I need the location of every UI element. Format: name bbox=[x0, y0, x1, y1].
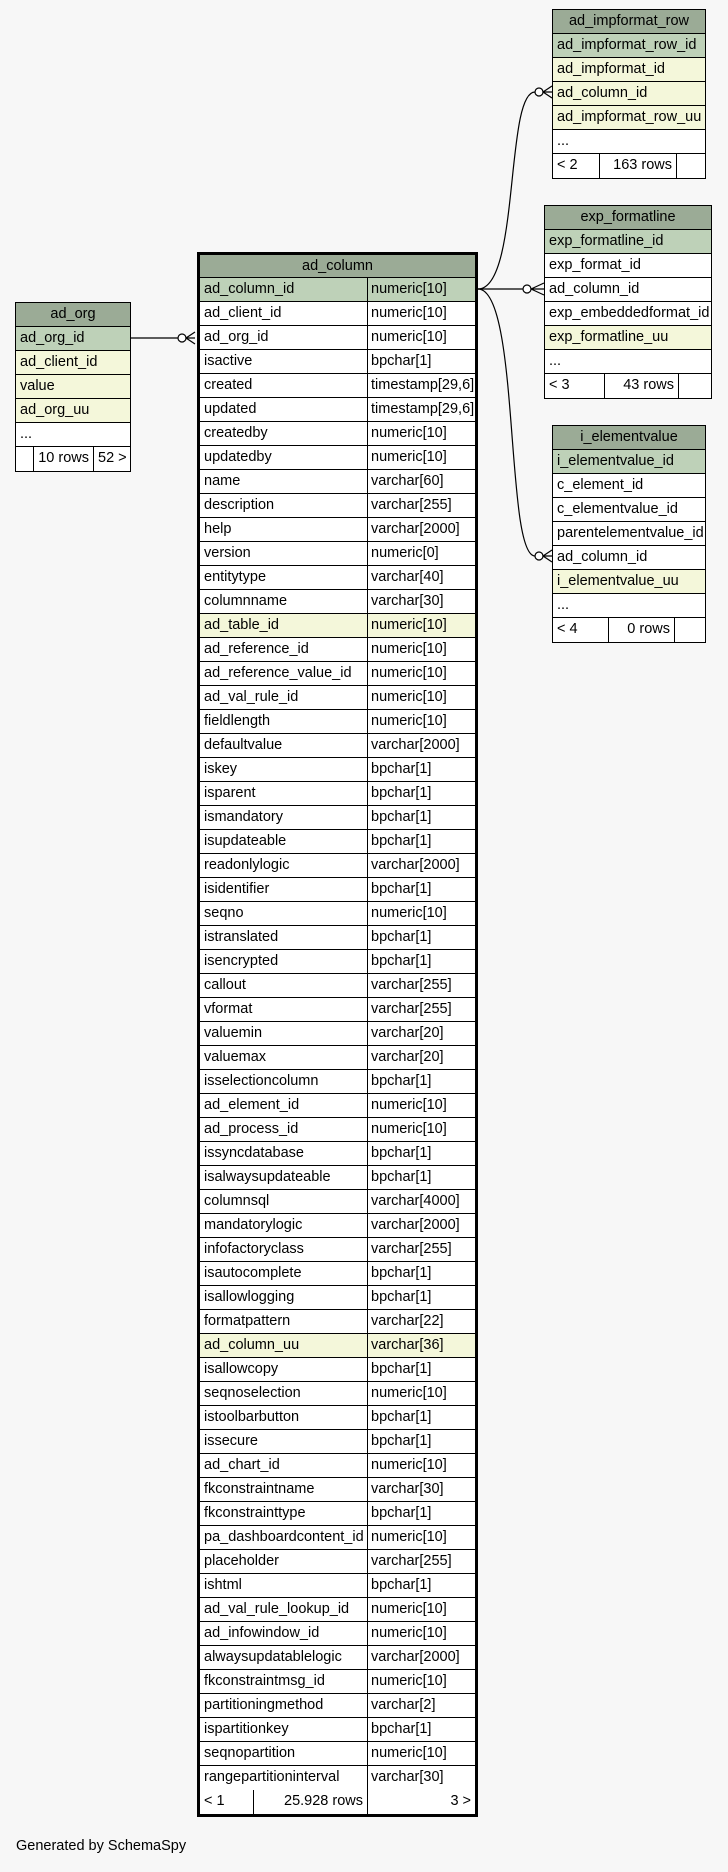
column-name: ad_reference_id bbox=[200, 638, 368, 661]
column-type: varchar[2000] bbox=[371, 737, 460, 753]
more-columns: ... bbox=[553, 594, 705, 618]
column-type: numeric[10] bbox=[371, 1457, 447, 1473]
column-row[interactable] bbox=[200, 1718, 475, 1742]
column-type: bpchar[1] bbox=[371, 809, 432, 825]
column-name: callout bbox=[200, 974, 368, 997]
column-name: istoolbarbutton bbox=[200, 1406, 368, 1429]
column-type: bpchar[1] bbox=[371, 1721, 432, 1737]
column-name: ad_org_id bbox=[200, 326, 368, 349]
table-title[interactable]: i_elementvalue bbox=[553, 426, 705, 450]
children-count[interactable]: 3 > bbox=[450, 1793, 471, 1809]
column-type: bpchar[1] bbox=[371, 953, 432, 969]
column-row[interactable] bbox=[200, 1574, 475, 1598]
children-count[interactable] bbox=[677, 154, 705, 178]
column-row[interactable] bbox=[200, 782, 475, 806]
column-row[interactable] bbox=[200, 710, 475, 734]
column-row[interactable]: ad_client_id bbox=[16, 351, 130, 375]
column-row[interactable] bbox=[200, 1310, 475, 1334]
column-type: varchar[2000] bbox=[371, 1649, 460, 1665]
column-type: bpchar[1] bbox=[371, 1577, 432, 1593]
column-type: numeric[10] bbox=[371, 641, 447, 657]
column-type: varchar[2000] bbox=[371, 521, 460, 537]
column-row[interactable] bbox=[200, 1766, 475, 1790]
column-name: ad_val_rule_id bbox=[200, 686, 368, 709]
column-row[interactable] bbox=[200, 1598, 475, 1622]
column-name: entitytype bbox=[200, 566, 368, 589]
column-row[interactable]: exp_formatline_uu bbox=[545, 326, 711, 350]
row-count: 163 rows bbox=[600, 154, 677, 178]
column-type: numeric[10] bbox=[371, 665, 447, 681]
column-type: varchar[255] bbox=[371, 1241, 452, 1257]
column-row[interactable] bbox=[200, 614, 475, 638]
column-type: bpchar[1] bbox=[371, 1289, 432, 1305]
column-name: defaultvalue bbox=[200, 734, 368, 757]
column-type: varchar[255] bbox=[371, 1001, 452, 1017]
row-count: 10 rows bbox=[34, 447, 94, 471]
column-row[interactable] bbox=[200, 398, 475, 422]
column-row[interactable]: parentelementvalue_id bbox=[553, 522, 705, 546]
column-type: numeric[10] bbox=[371, 617, 447, 633]
column-row[interactable] bbox=[200, 1622, 475, 1646]
column-type: numeric[10] bbox=[371, 1121, 447, 1137]
column-name: isalwaysupdateable bbox=[200, 1166, 368, 1189]
column-name: seqnoselection bbox=[200, 1382, 368, 1405]
column-name: issyncdatabase bbox=[200, 1142, 368, 1165]
column-row[interactable]: i_elementvalue_uu bbox=[553, 570, 705, 594]
column-name: ismandatory bbox=[200, 806, 368, 829]
link-i-elementvalue bbox=[478, 289, 535, 556]
column-name: isallowcopy bbox=[200, 1358, 368, 1381]
column-type: bpchar[1] bbox=[371, 1433, 432, 1449]
column-row[interactable] bbox=[200, 542, 475, 566]
column-name: fieldlength bbox=[200, 710, 368, 733]
column-row[interactable] bbox=[200, 1334, 475, 1358]
column-type: varchar[2000] bbox=[371, 857, 460, 873]
column-row[interactable]: ad_column_id bbox=[553, 546, 705, 570]
children-count[interactable] bbox=[679, 374, 711, 398]
column-type: numeric[10] bbox=[371, 1385, 447, 1401]
column-type: varchar[4000] bbox=[371, 1193, 460, 1209]
column-row[interactable] bbox=[200, 302, 475, 326]
table-i-elementvalue[interactable] bbox=[552, 425, 706, 643]
children-count[interactable]: 52 > bbox=[98, 450, 127, 466]
row-count: 25.928 rows bbox=[254, 1790, 368, 1814]
column-name: ad_table_id bbox=[200, 614, 368, 637]
column-name: created bbox=[200, 374, 368, 397]
column-row[interactable] bbox=[200, 662, 475, 686]
parents-count[interactable] bbox=[16, 447, 34, 471]
column-row[interactable] bbox=[200, 1694, 475, 1718]
column-type: numeric[10] bbox=[371, 713, 447, 729]
column-row[interactable] bbox=[200, 1214, 475, 1238]
table-ad-column[interactable] bbox=[197, 252, 478, 1817]
column-row[interactable] bbox=[200, 470, 475, 494]
column-type: bpchar[1] bbox=[371, 1265, 432, 1281]
column-row[interactable] bbox=[200, 374, 475, 398]
column-row[interactable] bbox=[200, 1286, 475, 1310]
column-name: seqnopartition bbox=[200, 1742, 368, 1765]
column-name: readonlylogic bbox=[200, 854, 368, 877]
column-type: numeric[10] bbox=[371, 1601, 447, 1617]
column-name: ad_val_rule_lookup_id bbox=[200, 1598, 368, 1621]
parents-count[interactable]: < 4 bbox=[553, 618, 609, 642]
column-row[interactable] bbox=[200, 926, 475, 950]
column-row[interactable] bbox=[200, 1646, 475, 1670]
parents-count[interactable]: < 2 bbox=[553, 154, 600, 178]
column-name: rangepartitioninterval bbox=[200, 1766, 368, 1790]
column-name: placeholder bbox=[200, 1550, 368, 1573]
column-type: numeric[10] bbox=[371, 281, 447, 297]
column-row[interactable]: ad_column_id bbox=[545, 278, 711, 302]
column-name: ad_infowindow_id bbox=[200, 1622, 368, 1645]
table-footer bbox=[16, 447, 130, 471]
column-row[interactable] bbox=[200, 950, 475, 974]
column-type: varchar[255] bbox=[371, 1553, 452, 1569]
column-type: numeric[10] bbox=[371, 1745, 447, 1761]
column-row[interactable]: exp_formatline_id bbox=[545, 230, 711, 254]
column-row[interactable] bbox=[200, 1238, 475, 1262]
column-name: infofactoryclass bbox=[200, 1238, 368, 1261]
column-row[interactable] bbox=[200, 1022, 475, 1046]
link-ad-impformat-row bbox=[478, 92, 535, 289]
column-type: varchar[2] bbox=[371, 1697, 436, 1713]
column-row[interactable] bbox=[200, 518, 475, 542]
column-type: timestamp[29,6] bbox=[371, 377, 475, 393]
column-name: updatedby bbox=[200, 446, 368, 469]
table-footer bbox=[200, 1790, 475, 1814]
column-type: varchar[20] bbox=[371, 1049, 444, 1065]
column-row[interactable] bbox=[200, 1430, 475, 1454]
column-type: numeric[10] bbox=[371, 425, 447, 441]
column-name: issecure bbox=[200, 1430, 368, 1453]
column-name: ad_column_uu bbox=[200, 1334, 368, 1357]
column-name: isparent bbox=[200, 782, 368, 805]
more-columns: ... bbox=[16, 423, 130, 447]
column-row[interactable] bbox=[200, 1550, 475, 1574]
column-type: bpchar[1] bbox=[371, 881, 432, 897]
column-row[interactable] bbox=[200, 758, 475, 782]
column-type: varchar[22] bbox=[371, 1313, 444, 1329]
column-name: help bbox=[200, 518, 368, 541]
column-row[interactable] bbox=[200, 446, 475, 470]
column-row[interactable] bbox=[200, 1070, 475, 1094]
column-type: numeric[10] bbox=[371, 1529, 447, 1545]
column-row[interactable] bbox=[200, 902, 475, 926]
column-name: version bbox=[200, 542, 368, 565]
generated-by-text: Generated by SchemaSpy bbox=[16, 1838, 187, 1854]
column-type: varchar[20] bbox=[371, 1025, 444, 1041]
column-type: varchar[2000] bbox=[371, 1217, 460, 1233]
column-type: varchar[60] bbox=[371, 473, 444, 489]
column-type: bpchar[1] bbox=[371, 1145, 432, 1161]
column-row[interactable]: value bbox=[16, 375, 130, 399]
table-footer bbox=[553, 618, 705, 642]
column-type: timestamp[29,6] bbox=[371, 401, 475, 417]
row-count: 0 rows bbox=[609, 618, 675, 642]
column-row[interactable] bbox=[200, 1670, 475, 1694]
table-ad-org[interactable] bbox=[15, 302, 131, 472]
column-type: numeric[10] bbox=[371, 449, 447, 465]
column-row[interactable] bbox=[200, 350, 475, 374]
column-name: valuemin bbox=[200, 1022, 368, 1045]
table-title[interactable]: ad_column bbox=[200, 255, 475, 278]
column-row[interactable] bbox=[200, 1118, 475, 1142]
column-type: varchar[36] bbox=[371, 1337, 444, 1353]
column-row[interactable] bbox=[200, 1406, 475, 1430]
column-name: description bbox=[200, 494, 368, 517]
column-row[interactable] bbox=[200, 1358, 475, 1382]
column-type: varchar[40] bbox=[371, 569, 444, 585]
column-type: numeric[10] bbox=[371, 329, 447, 345]
children-count[interactable] bbox=[675, 618, 705, 642]
column-row[interactable] bbox=[200, 974, 475, 998]
table-title[interactable]: ad_impformat_row bbox=[553, 10, 705, 34]
column-type: varchar[30] bbox=[371, 1769, 444, 1785]
column-row[interactable]: ad_org_uu bbox=[16, 399, 130, 423]
column-row[interactable] bbox=[200, 686, 475, 710]
column-name: pa_dashboardcontent_id bbox=[200, 1526, 368, 1549]
table-ad-impformat-row[interactable] bbox=[552, 9, 706, 179]
column-name: isselectioncolumn bbox=[200, 1070, 368, 1093]
column-type: numeric[10] bbox=[371, 1673, 447, 1689]
column-row[interactable] bbox=[200, 998, 475, 1022]
column-name: isencrypted bbox=[200, 950, 368, 973]
column-row[interactable] bbox=[200, 590, 475, 614]
table-footer bbox=[545, 374, 711, 398]
column-type: numeric[10] bbox=[371, 689, 447, 705]
column-type: bpchar[1] bbox=[371, 833, 432, 849]
column-row[interactable]: exp_embeddedformat_id bbox=[545, 302, 711, 326]
column-type: varchar[255] bbox=[371, 977, 452, 993]
column-name: ispartitionkey bbox=[200, 1718, 368, 1741]
column-row[interactable] bbox=[200, 1526, 475, 1550]
column-name: columnname bbox=[200, 590, 368, 613]
column-row[interactable]: ad_impformat_id bbox=[553, 58, 705, 82]
column-name: fkconstraintname bbox=[200, 1478, 368, 1501]
column-row[interactable]: i_elementvalue_id bbox=[553, 450, 705, 474]
column-row[interactable] bbox=[200, 1190, 475, 1214]
column-type: numeric[10] bbox=[371, 305, 447, 321]
table-title[interactable]: exp_formatline bbox=[545, 206, 711, 230]
column-type: varchar[30] bbox=[371, 593, 444, 609]
column-name: fkconstrainttype bbox=[200, 1502, 368, 1525]
column-row[interactable] bbox=[200, 566, 475, 590]
table-footer bbox=[553, 154, 705, 178]
column-row[interactable]: exp_format_id bbox=[545, 254, 711, 278]
column-name: updated bbox=[200, 398, 368, 421]
column-type: varchar[30] bbox=[371, 1481, 444, 1497]
column-row[interactable]: c_element_id bbox=[553, 474, 705, 498]
column-type: numeric[10] bbox=[371, 1097, 447, 1113]
column-type: bpchar[1] bbox=[371, 1073, 432, 1089]
column-type: bpchar[1] bbox=[371, 1361, 432, 1377]
column-type: bpchar[1] bbox=[371, 929, 432, 945]
column-row[interactable] bbox=[200, 638, 475, 662]
column-row[interactable] bbox=[200, 854, 475, 878]
column-name: alwaysupdatablelogic bbox=[200, 1646, 368, 1669]
column-row[interactable] bbox=[200, 1742, 475, 1766]
column-name: vformat bbox=[200, 998, 368, 1021]
column-type: bpchar[1] bbox=[371, 785, 432, 801]
column-name: ad_element_id bbox=[200, 1094, 368, 1117]
column-type: numeric[10] bbox=[371, 1625, 447, 1641]
column-row[interactable] bbox=[200, 878, 475, 902]
column-name: name bbox=[200, 470, 368, 493]
column-row[interactable] bbox=[200, 1502, 475, 1526]
column-name: columnsql bbox=[200, 1190, 368, 1213]
column-row[interactable] bbox=[200, 1478, 475, 1502]
row-count: 43 rows bbox=[605, 374, 679, 398]
column-name: ad_chart_id bbox=[200, 1454, 368, 1477]
column-name: createdby bbox=[200, 422, 368, 445]
column-row[interactable]: ad_impformat_row_id bbox=[553, 34, 705, 58]
column-name: isautocomplete bbox=[200, 1262, 368, 1285]
column-row[interactable]: ad_column_id bbox=[553, 82, 705, 106]
column-row[interactable] bbox=[200, 806, 475, 830]
column-type: bpchar[1] bbox=[371, 353, 432, 369]
column-row[interactable] bbox=[200, 830, 475, 854]
column-type: varchar[255] bbox=[371, 497, 452, 513]
column-name: ad_process_id bbox=[200, 1118, 368, 1141]
column-name: ad_client_id bbox=[200, 302, 368, 325]
column-name: ishtml bbox=[200, 1574, 368, 1597]
column-row[interactable] bbox=[200, 278, 475, 302]
column-row[interactable] bbox=[200, 1166, 475, 1190]
column-row[interactable] bbox=[200, 734, 475, 758]
column-row[interactable]: c_elementvalue_id bbox=[553, 498, 705, 522]
more-columns: ... bbox=[553, 130, 705, 154]
column-name: isallowlogging bbox=[200, 1286, 368, 1309]
column-name: istranslated bbox=[200, 926, 368, 949]
table-title[interactable]: ad_org bbox=[16, 303, 130, 327]
column-name: isactive bbox=[200, 350, 368, 373]
column-row[interactable] bbox=[200, 422, 475, 446]
column-type: numeric[0] bbox=[371, 545, 439, 561]
column-row[interactable] bbox=[200, 326, 475, 350]
column-type: bpchar[1] bbox=[371, 761, 432, 777]
table-exp-formatline[interactable] bbox=[544, 205, 712, 399]
parents-count[interactable]: < 1 bbox=[200, 1790, 254, 1814]
column-row[interactable]: ad_impformat_row_uu bbox=[553, 106, 705, 130]
column-name: seqno bbox=[200, 902, 368, 925]
column-row[interactable] bbox=[200, 494, 475, 518]
column-type: bpchar[1] bbox=[371, 1505, 432, 1521]
more-columns: ... bbox=[545, 350, 711, 374]
parents-count[interactable]: < 3 bbox=[545, 374, 605, 398]
column-name: isidentifier bbox=[200, 878, 368, 901]
column-name: fkconstraintmsg_id bbox=[200, 1670, 368, 1693]
column-row[interactable] bbox=[200, 1382, 475, 1406]
column-type: numeric[10] bbox=[371, 905, 447, 921]
column-row[interactable] bbox=[200, 1142, 475, 1166]
column-name: ad_reference_value_id bbox=[200, 662, 368, 685]
column-type: bpchar[1] bbox=[371, 1169, 432, 1185]
column-row[interactable] bbox=[200, 1046, 475, 1070]
column-row[interactable]: ad_org_id bbox=[16, 327, 130, 351]
column-name: formatpattern bbox=[200, 1310, 368, 1333]
column-name: iskey bbox=[200, 758, 368, 781]
column-name: ad_column_id bbox=[200, 278, 368, 301]
column-name: isupdateable bbox=[200, 830, 368, 853]
column-type: bpchar[1] bbox=[371, 1409, 432, 1425]
column-name: valuemax bbox=[200, 1046, 368, 1069]
column-row[interactable] bbox=[200, 1454, 475, 1478]
column-name: mandatorylogic bbox=[200, 1214, 368, 1237]
column-row[interactable] bbox=[200, 1262, 475, 1286]
column-name: partitioningmethod bbox=[200, 1694, 368, 1717]
column-row[interactable] bbox=[200, 1094, 475, 1118]
